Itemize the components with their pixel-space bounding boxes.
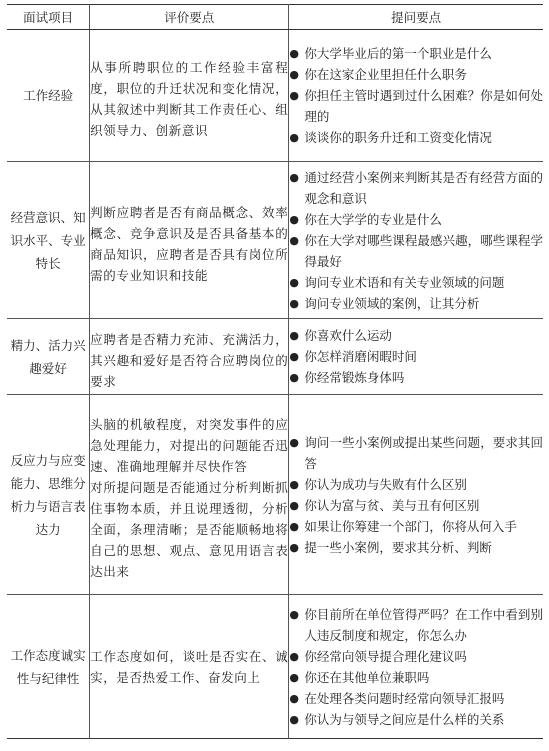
- question-item: [289, 646, 543, 667]
- row-evaluation-text: 应聘者是否精力充沛、充满活力，其兴趣和爱好是否符合应聘岗位的要求: [90, 331, 289, 389]
- bullet-icon: ●: [289, 233, 299, 247]
- bullet-icon: ●: [289, 131, 299, 144]
- bullet-icon: ●: [289, 607, 299, 621]
- question-item: [289, 667, 543, 688]
- bullet-icon: ●: [289, 329, 299, 342]
- row-questions-cell: [289, 595, 543, 739]
- row-item-cell: [7, 395, 90, 595]
- row-item-cell: [7, 595, 90, 739]
- question-text: 在处理各类问题时经常向领导汇报吗: [304, 690, 505, 706]
- bullet-icon: ●: [289, 170, 299, 184]
- question-text: 谈谈你的职务升迁和工资变化情况: [304, 130, 492, 145]
- interview-evaluation-table: [7, 4, 543, 739]
- bullet-icon: ●: [289, 371, 299, 384]
- question-text: 你认为与领导之间应是什么样的关系: [304, 711, 505, 727]
- question-item: [289, 127, 543, 148]
- row-item-label: 精力、活力兴趣爱好: [10, 337, 86, 376]
- bullet-icon: ●: [289, 519, 299, 533]
- question-text: 你在这家企业里担任什么职务: [304, 67, 467, 82]
- question-item: [289, 85, 543, 127]
- row-item-label: 工作经验: [23, 88, 74, 103]
- row-item-label: 工作态度诚实性与纪律性: [10, 647, 86, 686]
- question-list: [289, 321, 543, 392]
- row-evaluation-text: 从事所聘职位的工作经验丰富程度，职位的升迁状况和变化情况，从其叙述中判断其工作责任心、组织领导力、创新意识: [90, 60, 289, 138]
- bullet-icon: ●: [289, 350, 299, 363]
- bullet-icon: ●: [289, 435, 299, 449]
- row-evaluation-cell: [90, 595, 289, 739]
- bullet-icon: ●: [289, 540, 299, 554]
- question-item: [289, 474, 543, 495]
- bullet-icon: ●: [289, 477, 299, 491]
- question-text: 你大学毕业后的第一个职业是什么: [304, 46, 492, 61]
- question-item: [289, 604, 543, 646]
- row-questions-cell: [289, 30, 543, 162]
- question-text: 提一些小案例，要求其分析、判断: [304, 539, 492, 555]
- question-text: 你怎样消磨闲暇时间: [304, 349, 417, 364]
- row-questions-cell: [289, 319, 543, 395]
- question-text: 你目前所在单位管得严吗？在工作中看到别人违反制度和规定，你怎么办: [304, 606, 543, 643]
- row-evaluation-cell: [90, 319, 289, 395]
- question-text: 通过经营小案例来判断其是否有经营方面的观念和意识: [304, 169, 543, 206]
- row-item-cell: [7, 319, 90, 395]
- question-item: [289, 367, 543, 388]
- row-evaluation-cell: [90, 395, 289, 595]
- bullet-icon: ●: [289, 296, 299, 310]
- bullet-icon: ●: [289, 498, 299, 512]
- row-item-cell: [7, 30, 90, 162]
- row-evaluation-text: 判断应聘者是否有商品概念、效率概念、竞争意识及是否具备基本的商品知识，应聘者是否具有岗位所需的专业知识和技能: [90, 204, 289, 283]
- header-item: 面试项目: [7, 5, 90, 30]
- row-item-label: 经营意识、知识水平、专业特长: [10, 209, 86, 271]
- question-text: 你认为富与贫、美与丑有何区别: [304, 497, 480, 513]
- question-item: [289, 293, 543, 314]
- question-item: [289, 432, 543, 474]
- row-evaluation-text: 头脑的机敏程度，对突发事件的应急处理能力，对提出的问题能否迅速、准确地理解并尽快作答 对所提问题是否能通过分析判断抓住事物本质，并且说理透彻，分析全面，条理清晰；是否能顺畅地将自己的思想、观点、意见用语言表达出来: [90, 417, 289, 579]
- header-questions: 提问要点: [289, 5, 543, 30]
- question-item: [289, 325, 543, 346]
- row-item-cell: [7, 162, 90, 319]
- bullet-icon: ●: [289, 670, 299, 684]
- bullet-icon: ●: [289, 712, 299, 726]
- question-text: 你在大学对哪些课程最感兴趣，哪些课程学得最好: [304, 232, 543, 269]
- row-item-label: 反应力与应变能力、思维分析力与语言表达力: [10, 452, 86, 537]
- question-text: 询问专业领域的案例，让其分析: [304, 295, 480, 311]
- question-text: 你担任主管时遇到过什么困难？你是如何处理的: [304, 88, 543, 124]
- question-item: [289, 230, 543, 272]
- question-item: [289, 495, 543, 516]
- question-text: 你认为成功与失败有什么区别: [304, 476, 467, 492]
- bullet-icon: ●: [289, 68, 299, 81]
- table-row: [7, 319, 543, 395]
- bullet-icon: ●: [289, 47, 299, 60]
- question-item: [289, 272, 543, 293]
- question-item: [289, 64, 543, 85]
- question-text: 你经常向领导提合理化建议吗: [304, 648, 467, 664]
- question-item: [289, 537, 543, 558]
- table-row: [7, 162, 543, 319]
- question-list: [289, 39, 543, 152]
- question-text: 如果让你筹建一个部门，你将从何入手: [304, 518, 517, 534]
- row-evaluation-text: 工作态度如何，谈吐是否实在、诚实，是否热爱工作、奋发向上: [90, 648, 289, 685]
- header-evaluation: 评价要点: [90, 5, 289, 30]
- row-evaluation-cell: [90, 30, 289, 162]
- bullet-icon: ●: [289, 212, 299, 226]
- table-row: [7, 30, 543, 162]
- question-text: 询问一些小案例或提出某些问题，要求其回答: [304, 434, 543, 471]
- question-text: 你喜欢什么运动: [304, 328, 392, 343]
- question-item: [289, 516, 543, 537]
- table-row: [7, 595, 543, 739]
- table-row: [7, 395, 543, 595]
- row-questions-cell: [289, 395, 543, 595]
- question-item: [289, 688, 543, 709]
- question-text: 询问专业术语和有关专业领域的问题: [304, 274, 505, 290]
- question-text: 你经常锻炼身体吗: [304, 370, 405, 385]
- question-item: [289, 346, 543, 367]
- question-list: [289, 163, 543, 318]
- question-item: [289, 209, 543, 230]
- table-header-row: [7, 5, 543, 30]
- question-text: 你还在其他单位兼职吗: [304, 669, 430, 685]
- question-list: [289, 428, 543, 562]
- bullet-icon: ●: [289, 89, 299, 102]
- bullet-icon: ●: [289, 649, 299, 663]
- question-item: [289, 43, 543, 64]
- row-questions-cell: [289, 162, 543, 319]
- row-evaluation-cell: [90, 162, 289, 319]
- question-item: [289, 167, 543, 209]
- bullet-icon: ●: [289, 691, 299, 705]
- bullet-icon: ●: [289, 275, 299, 289]
- question-item: [289, 709, 543, 730]
- table-body: [7, 30, 543, 739]
- question-text: 你在大学学的专业是什么: [304, 211, 442, 227]
- question-list: [289, 600, 543, 734]
